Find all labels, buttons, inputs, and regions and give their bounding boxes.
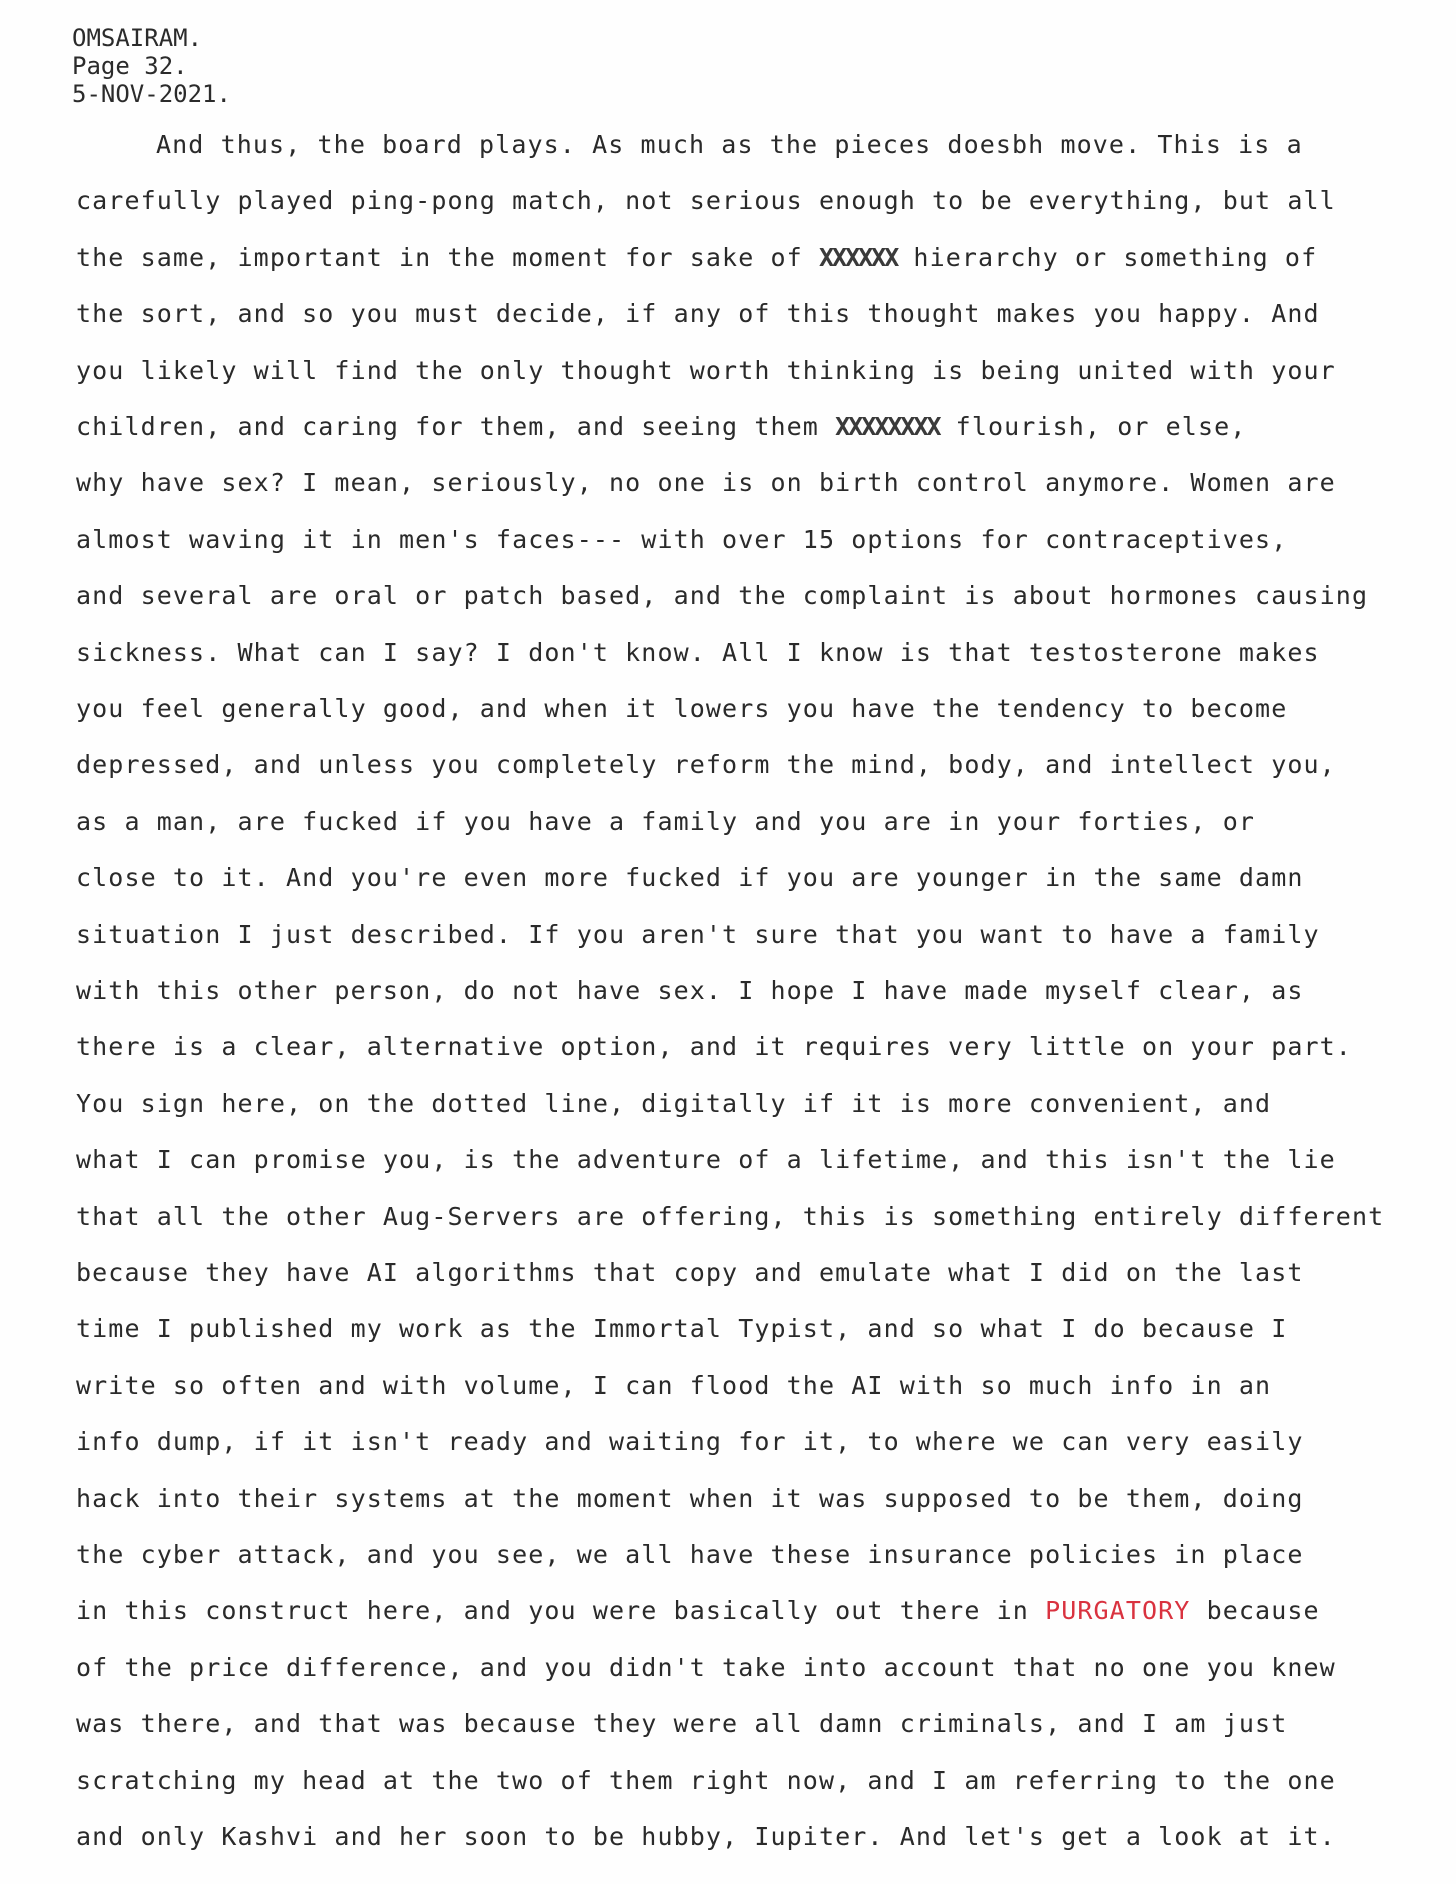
line-text: depressed, and unless you completely reform the mind, body, and intellect you, <box>76 750 1336 780</box>
line-text: of the price difference, and you didn't take into account that no one you knew <box>76 1652 1336 1682</box>
text-line <box>76 920 1320 949</box>
header-page-number: Page 32. <box>72 52 188 80</box>
text-line <box>76 863 1304 892</box>
line-text: write so often and with volume, I can flood the AI with so much info in an <box>76 1370 1272 1400</box>
text-line <box>76 1371 1271 1400</box>
line-text: you feel generally good, and when it lowers you have the tendency to become <box>76 694 1288 723</box>
text-line <box>76 1089 1271 1118</box>
line-text: as a man, are fucked if you have a family and you are in your forties, or <box>76 806 1256 836</box>
line-text: because they have AI algorithms that copy and emulate what I did on the last <box>76 1258 1304 1287</box>
text-line <box>76 299 1320 328</box>
text-line <box>76 356 1336 385</box>
line-text-continued: flourish, or else, <box>939 412 1247 441</box>
line-text: why have sex? I mean, seriously, no one is on birth control anymore. Women are <box>76 468 1336 498</box>
red-ink-text: PURGATORY <box>1045 1596 1191 1626</box>
line-text: You sign here, on the dotted line, digitally if it is more convenient, and <box>76 1088 1272 1118</box>
text-line <box>76 638 1320 667</box>
text-line <box>76 1032 1352 1061</box>
line-text: you likely will find the only thought worth thinking is being united with your <box>76 355 1336 385</box>
text-line <box>76 581 1368 610</box>
text-line <box>76 1258 1304 1287</box>
text-line <box>76 1822 1336 1851</box>
line-text: the cyber attack, and you see, we all have these insurance policies in place <box>76 1540 1304 1569</box>
line-text-continued: hierarchy or something of <box>897 242 1318 272</box>
text-line <box>76 1145 1336 1174</box>
text-line <box>76 525 1287 554</box>
text-line <box>76 243 1317 272</box>
text-line <box>76 1314 1287 1343</box>
line-text: time I published my work as the Immortal Typist, and so what I do because I <box>76 1314 1288 1344</box>
text-line <box>76 807 1255 836</box>
line-text: almost waving it in men's faces--- with over 15 options for contraceptives, <box>76 524 1288 554</box>
text-line <box>76 976 1304 1005</box>
line-text: and several are oral or patch based, and the complaint is about hormones causing <box>76 581 1369 611</box>
line-text-continued: because <box>1190 1596 1320 1626</box>
line-text: what I can promise you, is the adventure of a lifetime, and this isn't the lie <box>76 1145 1336 1175</box>
text-line <box>76 1596 1320 1625</box>
line-text: the same, important in the moment for sake of <box>76 242 819 272</box>
text-line <box>76 1540 1304 1569</box>
text-line <box>156 130 1303 159</box>
text-line <box>76 1653 1336 1682</box>
line-text: hack into their systems at the moment when it was supposed to be them, doing <box>76 1483 1304 1513</box>
page-header <box>72 24 231 108</box>
line-text: info dump, if it isn't ready and waiting for it, to where we can very easily <box>76 1427 1304 1457</box>
text-line <box>76 750 1336 779</box>
line-text: the sort, and so you must decide, if any of this thought makes you happy. And <box>76 299 1320 329</box>
text-line <box>76 1484 1304 1513</box>
line-text: scratching my head at the two of them right now, and I am referring to the one <box>76 1765 1336 1795</box>
line-text: with this other person, do not have sex. I hope I have made myself clear, as <box>76 976 1304 1005</box>
struck-out-text: XXXXXXXX <box>835 412 940 441</box>
text-line <box>76 1709 1287 1738</box>
text-line <box>76 412 1246 441</box>
text-line <box>76 694 1287 723</box>
struck-out-text: XXXXXX <box>818 242 898 272</box>
line-text: situation I just described. If you aren't sure that you want to have a family <box>76 919 1320 949</box>
line-text: in this construct here, and you were basically out there in <box>76 1596 1046 1626</box>
text-line <box>76 1766 1336 1795</box>
header-title: OMSAIRAM. <box>72 24 203 52</box>
line-text: And thus, the board plays. As much as the pieces doesbh move. This is a <box>156 130 1303 159</box>
text-line <box>76 186 1336 215</box>
text-line <box>76 1427 1304 1456</box>
line-text: there is a clear, alternative option, and it requires very little on your part. <box>76 1032 1352 1062</box>
text-line <box>76 1202 1384 1231</box>
text-line <box>76 468 1336 497</box>
line-text: was there, and that was because they were all damn criminals, and I am just <box>76 1709 1288 1739</box>
line-text: sickness. What can I say? I don't know. All I know is that testosterone makes <box>76 637 1320 667</box>
header-date: 5-NOV-2021. <box>72 80 231 108</box>
line-text: that all the other Aug-Servers are offering, this is something entirely different <box>76 1201 1385 1231</box>
line-text: children, and caring for them, and seeing them <box>76 412 836 441</box>
line-text: close to it. And you're even more fucked if you are younger in the same damn <box>76 863 1304 893</box>
line-text: and only Kashvi and her soon to be hubby, Iupiter. And let's get a look at it. <box>76 1822 1336 1851</box>
line-text: carefully played ping-pong match, not serious enough to be everything, but all <box>76 186 1336 216</box>
